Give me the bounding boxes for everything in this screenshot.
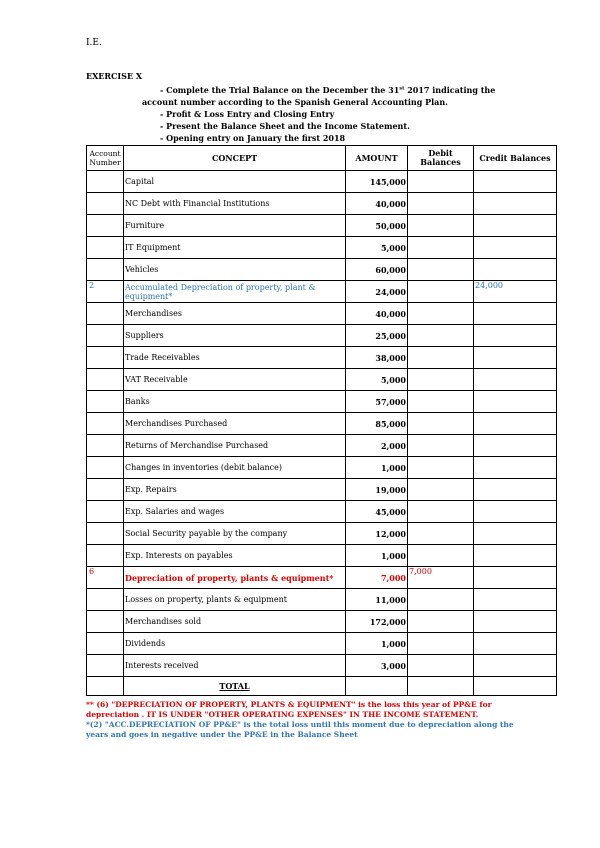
concept-cell: NC Debt with Financial Institutions — [124, 193, 346, 215]
debit-cell — [408, 655, 474, 677]
credit-cell — [474, 545, 557, 567]
account-number-cell: 2 — [87, 281, 124, 303]
credit-cell — [474, 193, 557, 215]
total-cell — [346, 677, 408, 696]
account-number-cell: 6 — [87, 567, 124, 589]
debit-cell — [408, 259, 474, 281]
credit-cell — [474, 413, 557, 435]
instruction-line-1b: 2017 indicating the — [404, 85, 496, 95]
debit-cell — [408, 545, 474, 567]
amount-cell: 3,000 — [346, 655, 408, 677]
amount-cell: 85,000 — [346, 413, 408, 435]
total-cell — [474, 677, 557, 696]
amount-cell: 40,000 — [346, 193, 408, 215]
account-number-cell — [87, 237, 124, 259]
trial-balance-table — [86, 145, 557, 696]
amount-cell: 60,000 — [346, 259, 408, 281]
instruction-line-1a: - Complete the Trial Balance on the December the 31 — [160, 85, 400, 95]
account-number-cell — [87, 655, 124, 677]
table-row — [87, 193, 557, 215]
amount-cell: 50,000 — [346, 215, 408, 237]
account-number-cell — [87, 479, 124, 501]
credit-cell — [474, 171, 557, 193]
credit-cell — [474, 435, 557, 457]
debit-cell — [408, 325, 474, 347]
account-number-cell — [87, 303, 124, 325]
note-depreciation: ** (6) "DEPRECIATION OF PROPERTY, PLANTS & EQUIPMENT" is the loss this year of PP&E for depreciation . IT IS UNDER "OTHER OPERATING EXPENSES" IN THE INCOME STATEMENT. — [86, 700, 492, 719]
debit-cell — [408, 501, 474, 523]
debit-cell — [408, 523, 474, 545]
account-number-cell — [87, 325, 124, 347]
instruction-line-1-sup: st — [399, 85, 405, 92]
account-number-cell — [87, 589, 124, 611]
instruction-line-5: - Opening entry on January the first 2018 — [160, 133, 346, 143]
credit-cell — [474, 259, 557, 281]
credit-cell — [474, 611, 557, 633]
concept-cell: Capital — [124, 171, 346, 193]
credit-cell — [474, 567, 557, 589]
table-row — [87, 171, 557, 193]
instruction-line-3: - Profit & Loss Entry and Closing Entry — [160, 109, 335, 119]
amount-cell: 1,000 — [346, 633, 408, 655]
debit-cell — [408, 589, 474, 611]
amount-cell: 25,000 — [346, 325, 408, 347]
credit-cell — [474, 523, 557, 545]
credit-cell — [474, 215, 557, 237]
table-row — [87, 413, 557, 435]
table-row — [87, 325, 557, 347]
debit-cell — [408, 413, 474, 435]
amount-cell: 172,000 — [346, 611, 408, 633]
total-cell — [87, 677, 124, 696]
debit-cell — [408, 435, 474, 457]
credit-cell — [474, 237, 557, 259]
debit-cell — [408, 171, 474, 193]
exercise-title: EXERCISE X — [86, 71, 143, 81]
note-accumulated-depreciation: *(2) "ACC.DEPRECIATION OF PP&E" is the total loss until this moment due to depreciation along the years and goes in negative under the PP&E in the Balance Sheet — [86, 720, 514, 739]
table-row — [87, 215, 557, 237]
account-number-cell — [87, 391, 124, 413]
account-number-cell — [87, 545, 124, 567]
concept-cell: IT Equipment — [124, 237, 346, 259]
concept-cell: Interests received — [124, 655, 346, 677]
debit-cell — [408, 611, 474, 633]
concept-cell: Returns of Merchandise Purchased — [124, 435, 346, 457]
concept-cell: Vehicles — [124, 259, 346, 281]
account-number-cell — [87, 259, 124, 281]
credit-cell — [474, 633, 557, 655]
amount-cell: 45,000 — [346, 501, 408, 523]
concept-cell: Accumulated Depreciation of property, plant & equipment* — [124, 281, 346, 303]
account-number-cell — [87, 611, 124, 633]
table-row — [87, 633, 557, 655]
total-label: TOTAL — [124, 677, 346, 696]
table-row — [87, 281, 557, 303]
amount-cell: 2,000 — [346, 435, 408, 457]
account-number-cell — [87, 171, 124, 193]
credit-cell — [474, 457, 557, 479]
amount-cell: 11,000 — [346, 589, 408, 611]
table-row — [87, 457, 557, 479]
account-number-cell — [87, 193, 124, 215]
credit-cell — [474, 369, 557, 391]
debit-cell — [408, 369, 474, 391]
amount-cell: 5,000 — [346, 237, 408, 259]
account-number-cell — [87, 435, 124, 457]
debit-cell: 7,000 — [408, 567, 474, 589]
table-row — [87, 347, 557, 369]
account-number-cell — [87, 347, 124, 369]
concept-cell: Social Security payable by the company — [124, 523, 346, 545]
table-row — [87, 259, 557, 281]
header-initials: I.E. — [86, 38, 102, 48]
table-row — [87, 391, 557, 413]
concept-cell: Exp. Repairs — [124, 479, 346, 501]
amount-cell: 57,000 — [346, 391, 408, 413]
concept-cell: Suppliers — [124, 325, 346, 347]
table-row — [87, 303, 557, 325]
table-row — [87, 523, 557, 545]
amount-cell: 19,000 — [346, 479, 408, 501]
concept-cell: Dividends — [124, 633, 346, 655]
debit-cell — [408, 391, 474, 413]
amount-cell: 40,000 — [346, 303, 408, 325]
table-row — [87, 237, 557, 259]
concept-cell: Exp. Interests on payables — [124, 545, 346, 567]
credit-cell: 24,000 — [474, 281, 557, 303]
credit-cell — [474, 391, 557, 413]
notes — [86, 700, 526, 740]
concept-cell: Furniture — [124, 215, 346, 237]
concept-cell: Trade Receivables — [124, 347, 346, 369]
credit-cell — [474, 589, 557, 611]
instruction-line-1 — [160, 85, 495, 95]
concept-cell: Merchandises — [124, 303, 346, 325]
credit-cell — [474, 655, 557, 677]
table-row — [87, 611, 557, 633]
concept-cell: Changes in inventories (debit balance) — [124, 457, 346, 479]
table-row — [87, 545, 557, 567]
header-debit: Debit Balances — [408, 146, 474, 171]
amount-cell: 1,000 — [346, 545, 408, 567]
concept-cell: Merchandises Purchased — [124, 413, 346, 435]
amount-cell: 5,000 — [346, 369, 408, 391]
table-row — [87, 479, 557, 501]
account-number-cell — [87, 523, 124, 545]
amount-cell: 1,000 — [346, 457, 408, 479]
table-row — [87, 589, 557, 611]
debit-cell — [408, 633, 474, 655]
amount-cell: 12,000 — [346, 523, 408, 545]
account-number-cell — [87, 633, 124, 655]
debit-cell — [408, 479, 474, 501]
table-row — [87, 567, 557, 589]
account-number-cell — [87, 369, 124, 391]
table-row — [87, 435, 557, 457]
total-cell — [408, 677, 474, 696]
credit-cell — [474, 479, 557, 501]
header-account-number: Account Number — [87, 146, 124, 171]
instruction-line-2: account number according to the Spanish General Accounting Plan. — [142, 97, 448, 107]
debit-cell — [408, 193, 474, 215]
credit-cell — [474, 325, 557, 347]
amount-cell: 24,000 — [346, 281, 408, 303]
concept-cell: Losses on property, plants & equipment — [124, 589, 346, 611]
concept-cell: VAT Receivable — [124, 369, 346, 391]
debit-cell — [408, 457, 474, 479]
account-number-cell — [87, 457, 124, 479]
account-number-cell — [87, 413, 124, 435]
header-amount: AMOUNT — [346, 146, 408, 171]
header-concept: CONCEPT — [124, 146, 346, 171]
amount-cell: 145,000 — [346, 171, 408, 193]
debit-cell — [408, 303, 474, 325]
debit-cell — [408, 281, 474, 303]
instruction-line-4: - Present the Balance Sheet and the Income Statement. — [160, 121, 410, 131]
account-number-cell — [87, 215, 124, 237]
credit-cell — [474, 501, 557, 523]
debit-cell — [408, 347, 474, 369]
debit-cell — [408, 237, 474, 259]
header-credit: Credit Balances — [474, 146, 557, 171]
debit-cell — [408, 215, 474, 237]
table-row — [87, 655, 557, 677]
total-row — [87, 677, 557, 696]
credit-cell — [474, 303, 557, 325]
account-number-cell — [87, 501, 124, 523]
table-header-row — [87, 146, 557, 171]
concept-cell: Banks — [124, 391, 346, 413]
credit-cell — [474, 347, 557, 369]
amount-cell: 7,000 — [346, 567, 408, 589]
concept-cell: Merchandises sold — [124, 611, 346, 633]
table-row — [87, 501, 557, 523]
concept-cell: Exp. Salaries and wages — [124, 501, 346, 523]
table-row — [87, 369, 557, 391]
concept-cell: Depreciation of property, plants & equipment* — [124, 567, 346, 589]
amount-cell: 38,000 — [346, 347, 408, 369]
